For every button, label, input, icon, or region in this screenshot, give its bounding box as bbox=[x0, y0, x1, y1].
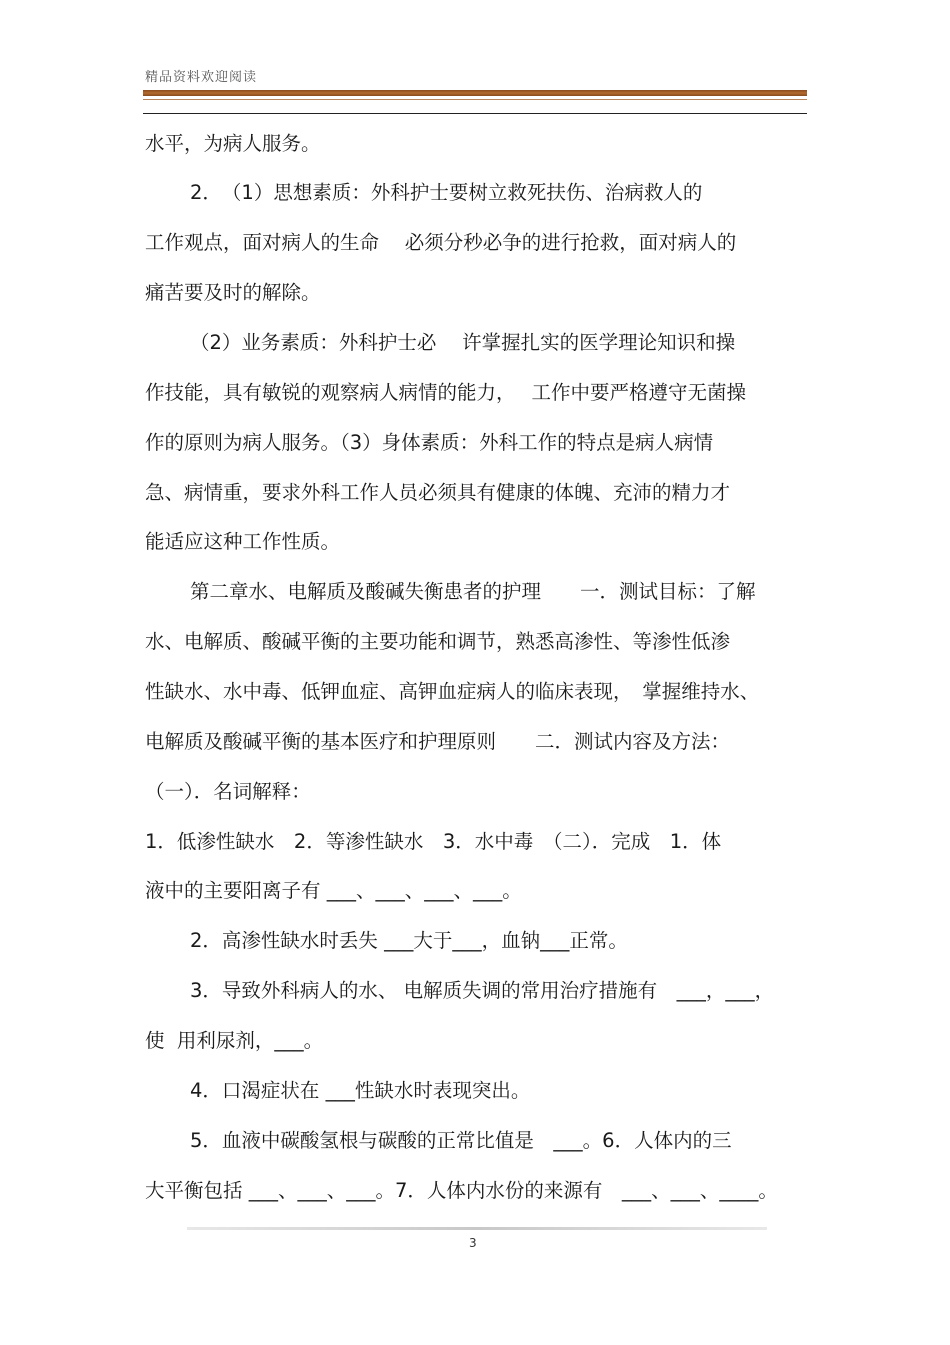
header-rule-thin bbox=[143, 99, 807, 100]
header-label: 精品资料欢迎阅读 bbox=[145, 70, 258, 85]
text-line: 痛苦要及时的解除。 bbox=[145, 281, 321, 304]
text-line: （2）业务素质：外科护士必 许掌握扎实的医学理论知识和操 bbox=[190, 331, 736, 354]
text-line: 3．导致外科病人的水、 电解质失调的常用治疗措施有 ___，___， bbox=[190, 979, 775, 1002]
page-number: 3 bbox=[469, 1236, 477, 1250]
header-rule-thick bbox=[143, 90, 807, 96]
text-line: 2． （1）思想素质：外科护士要树立救死扶伤、治病救人的 bbox=[190, 181, 703, 204]
text-line: 性缺水、水中毒、低钾血症、高钾血症病人的临床表现， 掌握维持水、 bbox=[145, 680, 760, 703]
text-line: 作技能，具有敏锐的观察病人病情的能力， 工作中要严格遵守无菌操 bbox=[145, 381, 746, 404]
text-line: 急、病情重，要求外科工作人员必须具有健康的体魄、充沛的精力才 bbox=[145, 481, 731, 504]
text-line: 电解质及酸碱平衡的基本医疗和护理原则 二．测试内容及方法： bbox=[145, 730, 731, 753]
text-line: 工作观点，面对病人的生命 必须分秒必争的进行抢救，面对病人的 bbox=[145, 231, 737, 254]
text-line: 能适应这种工作性质。 bbox=[145, 530, 341, 553]
text-line: 使 用利尿剂，___。 bbox=[145, 1029, 324, 1052]
text-line: （一）．名词解释： bbox=[145, 780, 311, 803]
text-line: 水、电解质、酸碱平衡的主要功能和调节，熟悉高渗性、等渗性低渗 bbox=[145, 630, 731, 653]
footer-rule bbox=[187, 1227, 767, 1230]
text-line: 2．高渗性缺水时丢失 ___大于___，血钠___正常。 bbox=[190, 929, 628, 952]
text-line: 水平，为病人服务。 bbox=[145, 132, 321, 155]
text-line: 第二章水、电解质及酸碱失衡患者的护理 一．测试目标：了解 bbox=[190, 580, 756, 603]
text-line: 1．低渗性缺水 2．等渗性缺水 3．水中毒 （二）．完成 1．体 bbox=[145, 830, 722, 853]
text-line: 大平衡包括 ___、___、___。7．人体内水份的来源有 ___、___、____。 bbox=[145, 1179, 778, 1202]
text-line: 作的原则为病人服务。（3）身体素质：外科工作的特点是病人病情 bbox=[145, 431, 714, 454]
text-line: 4．口渴症状在 ___性缺水时表现突出。 bbox=[190, 1079, 531, 1102]
text-line: 5．血液中碳酸氢根与碳酸的正常比值是 ___。6．人体内的三 bbox=[190, 1129, 732, 1152]
text-line: 液中的主要阳离子有 ___、___、___、___。 bbox=[145, 879, 522, 902]
header-rule-black bbox=[143, 113, 807, 114]
